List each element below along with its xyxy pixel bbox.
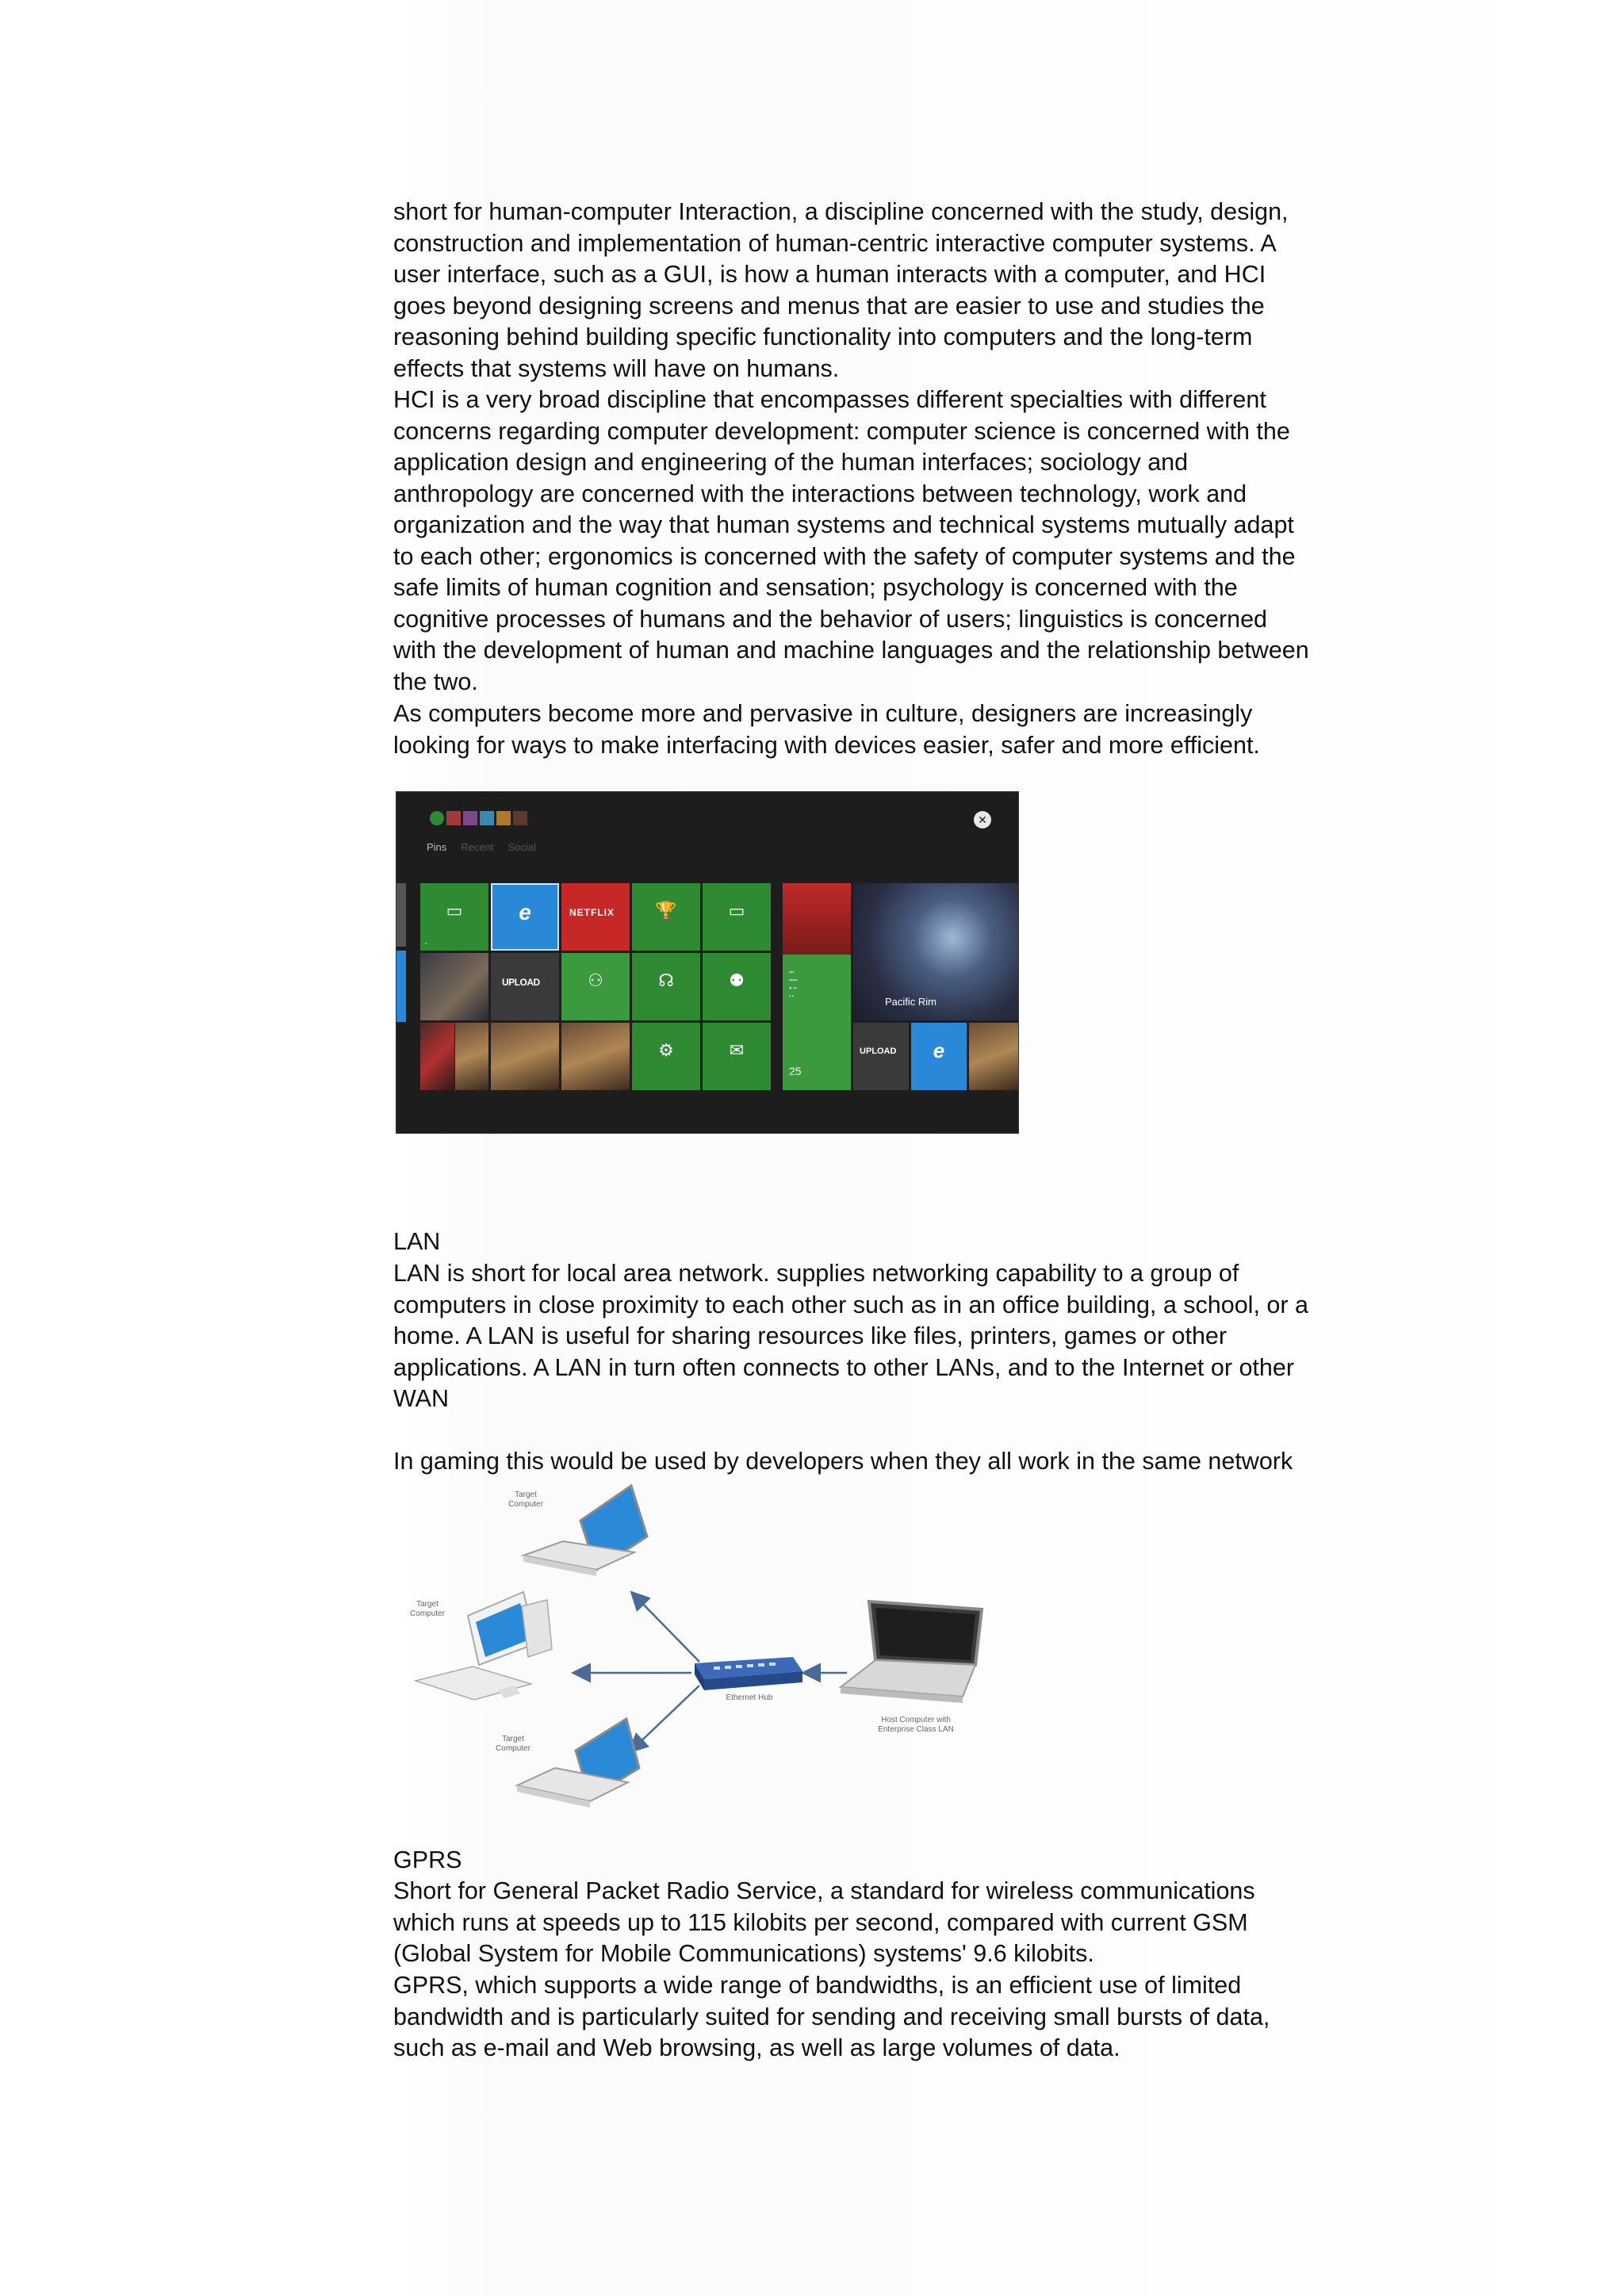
- people-icon: ⚉: [729, 970, 745, 990]
- tile-game-art[interactable]: [420, 953, 488, 1020]
- tile-label: ▪: [425, 942, 427, 947]
- envelope-icon: ✉: [729, 1040, 745, 1060]
- ethernet-hub-caption: Ethernet Hub: [726, 1693, 773, 1702]
- headphones-icon: ☊: [658, 970, 674, 990]
- tv-icon: ▭: [728, 901, 745, 920]
- netflix-label: NETFLIX: [569, 907, 615, 918]
- ethernet-hub-icon: [695, 1657, 802, 1690]
- tile-upload-studio[interactable]: [491, 953, 559, 1020]
- recent-icon: [480, 811, 494, 825]
- tile-netflix[interactable]: [561, 883, 630, 951]
- xbox-logo-icon: ✕: [974, 811, 991, 828]
- network-diagram-svg: [396, 1473, 1015, 1838]
- target-computer-2-caption: Target Computer: [410, 1600, 445, 1618]
- tile-internet-explorer-2[interactable]: [911, 1023, 967, 1090]
- avatar: [783, 883, 851, 955]
- recent-icon: [513, 811, 527, 825]
- tile-game-art[interactable]: [561, 1023, 630, 1090]
- lan-paragraph-1: LAN is short for local area network. supplies networking capability to a group of computers in close proximity to each other such as in an office building, a school, or a home. A LAN is useful for sharing resources like files, printers, games or other applications. A LAN in turn often connects to other LANs, and to the Internet or other WAN: [393, 1260, 1308, 1412]
- gprs-heading: GPRS: [393, 1846, 462, 1873]
- recent-icon: [430, 811, 444, 825]
- tile-achievements[interactable]: [632, 883, 700, 951]
- recent-icon: [446, 811, 461, 825]
- lan-paragraph-2: In gaming this would be used by developers when they all work in the same network: [393, 1448, 1293, 1475]
- tile-profile[interactable]: [783, 883, 851, 1090]
- friends-icon: ⚇: [588, 970, 603, 990]
- upload-label: UPLOAD: [860, 1047, 897, 1056]
- tab-pins[interactable]: Pins: [427, 841, 447, 853]
- profile-details: ▪▪▪ ▪▪▪▪▪ ● ▪▪ ▪ ▪: [789, 970, 798, 999]
- tile-settings[interactable]: [632, 1023, 700, 1090]
- tile-messaging[interactable]: [703, 1023, 771, 1090]
- tab-recent[interactable]: Recent: [461, 841, 494, 853]
- gprs-paragraph-2: GPRS, which supports a wide range of bandwidths, is an efficient use of limited bandwidth and is particularly suited for sending and receiving small bursts of data, such as e-mail and Web browsing, as well as large volumes of data.: [393, 1972, 1270, 2061]
- tile-game-art[interactable]: [420, 1023, 454, 1090]
- tile-upload-studio-2[interactable]: [853, 1023, 909, 1090]
- hci-paragraph-2: HCI is a very broad discipline that encompasses different specialties with different concerns regarding computer development: computer science is concerned with the application design and engineering of the human interfaces; sociology and anthropology are concerned with the interactions between technology, work and organization and the way that human systems and technical systems mutually adapt to each other; ergonomics is concerned with the safety of computer systems and the safe limits of human cognition and sensation; psychology is concerned with the cognitive processes of humans and the behavior of users; linguistics is concerned with the development of human and machine languages and the relationship between the two.: [393, 386, 1309, 695]
- internet-explorer-icon: e: [933, 1039, 945, 1062]
- pacific-rim-label: Pacific Rim: [885, 996, 937, 1008]
- tab-social[interactable]: Social: [508, 841, 536, 853]
- tile-game-art[interactable]: [969, 1023, 1018, 1090]
- recent-icon: [463, 811, 477, 825]
- target-computer-1-caption: Target Computer: [508, 1490, 543, 1509]
- xbox-recent-icons: [430, 811, 527, 825]
- gprs-paragraph-1: Short for General Packet Radio Service, a standard for wireless communications which runs at speeds up to 115 kilobits per second, compared with current GSM (Global System for Mobile Communications) systems' 9.6 kilobits.: [393, 1877, 1255, 1967]
- tile-game-art[interactable]: [491, 1023, 559, 1090]
- lan-network-diagram: [396, 1473, 1015, 1838]
- hci-paragraph-1: short for human-computer Interaction, a discipline concerned with the study, design, construction and implementation of human-centric interactive computer systems. A user interface, such as a GUI, is how a human interacts with a computer, and HCI goes beyond designing screens and menus that are easier to use and studies the reasoning behind building specific functionality into computers and the long-term effects that systems will have on humans.: [393, 198, 1289, 382]
- tile-edge: [396, 951, 406, 1022]
- upload-label: UPLOAD: [502, 977, 540, 988]
- lan-heading: LAN: [393, 1228, 441, 1255]
- internet-explorer-icon: e: [519, 900, 531, 924]
- tile-music[interactable]: [632, 953, 700, 1020]
- target-computer-3-caption: Target Computer: [496, 1735, 530, 1753]
- tile-movie-video[interactable]: [420, 883, 488, 951]
- tile-pacific-rim[interactable]: [853, 883, 1018, 1020]
- tile-edge: [396, 883, 406, 947]
- tile-friends[interactable]: [561, 953, 630, 1020]
- tile-people[interactable]: [703, 953, 771, 1020]
- hci-paragraph-3: As computers become more and pervasive in culture, designers are increasingly looking for ways to make interfacing with devices easier, safer and more efficient.: [393, 700, 1260, 759]
- arrow-to-target-1: [633, 1594, 699, 1662]
- target-laptop-3-icon: [517, 1719, 639, 1808]
- tile-live-tv[interactable]: [703, 883, 771, 951]
- friends-online-count: 25: [789, 1065, 802, 1077]
- recent-icon: [496, 811, 511, 825]
- host-computer-caption: Host Computer with Enterprise Class LAN: [878, 1716, 954, 1734]
- trophy-icon: 🏆: [655, 901, 677, 920]
- xbox-dashboard-image: [396, 791, 1019, 1134]
- video-icon: ▭: [446, 901, 463, 920]
- host-laptop-icon: [841, 1601, 982, 1703]
- xbox-tabs: [427, 841, 536, 853]
- gear-icon: ⚙: [658, 1040, 674, 1060]
- tile-internet-explorer[interactable]: [491, 883, 559, 951]
- tile-game-art[interactable]: [455, 1023, 488, 1090]
- arrow-to-target-3: [631, 1686, 699, 1751]
